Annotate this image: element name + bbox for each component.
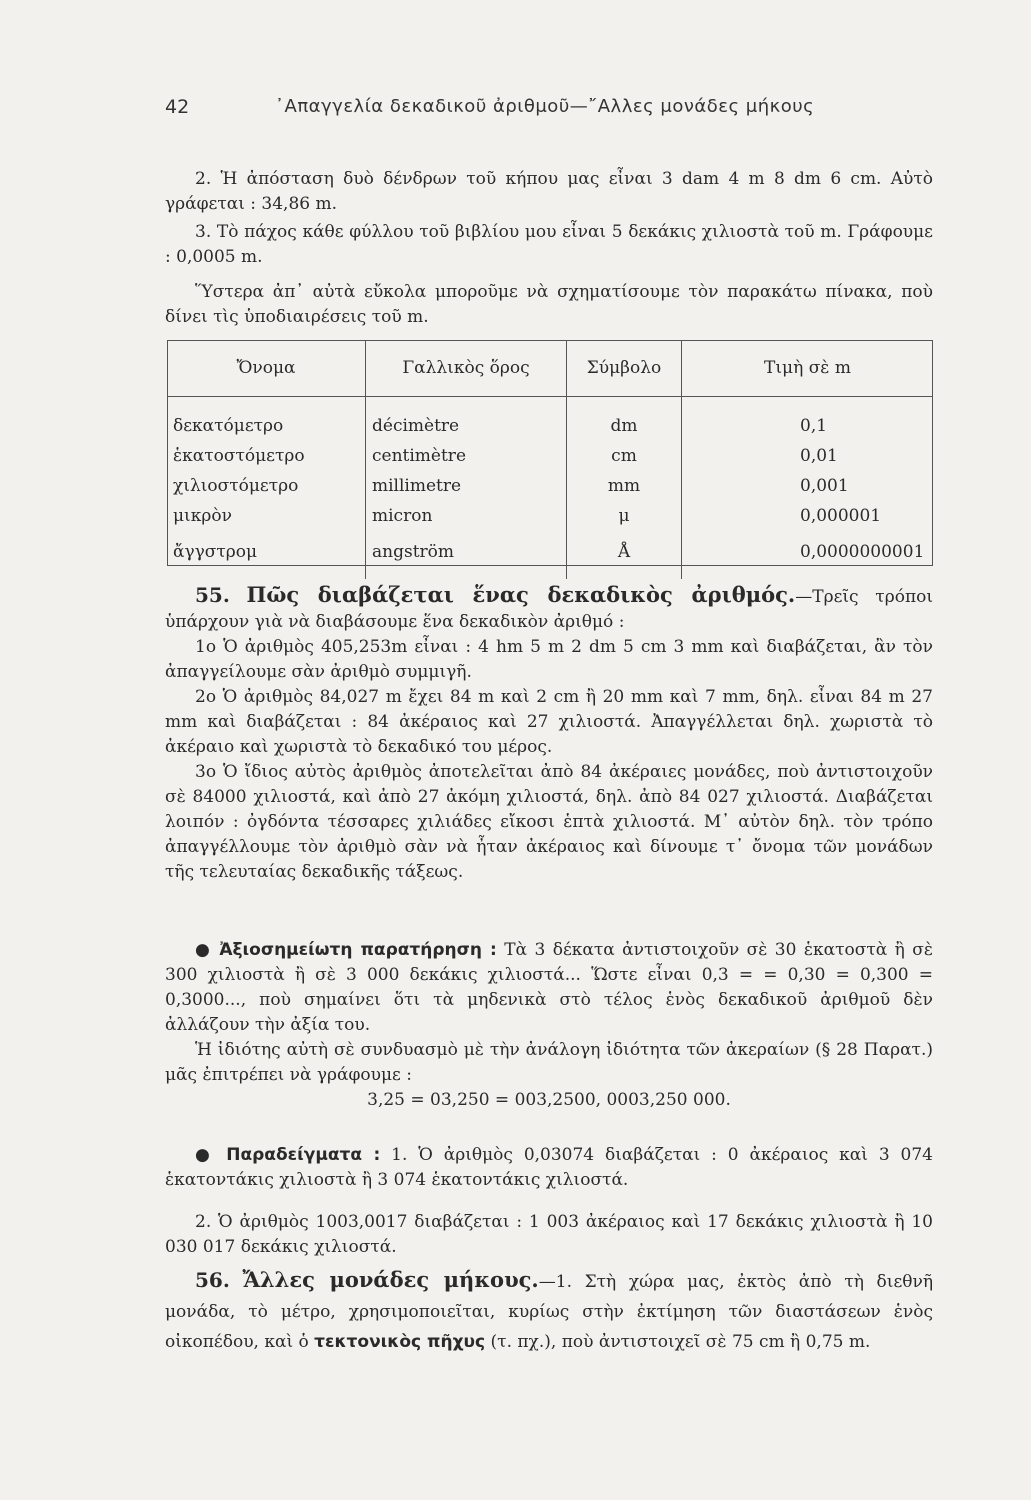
section-lead: —Τρεῖς τρόποι ὑπάρχουν γιὰ νὰ διαβάσουμε ἕνα δεκαδικὸν ἀριθμό : [165, 587, 934, 632]
cell-symbol: mm [567, 471, 682, 501]
cell-french: décimètre [366, 397, 567, 442]
table-row [167, 531, 933, 579]
table-row [167, 501, 933, 531]
table-row [167, 471, 933, 501]
examples-block [165, 1126, 933, 1277]
section-heading: Πῶς διαβάζεται ἕνας δεκαδικὸς ἀριθμός. [246, 582, 796, 607]
example-paragraph-2: 2. Ἡ ἀπόσταση δυὸ δένδρων τοῦ κήπου μας εἶναι 3 dam 4 m 8 dm 6 cm. Αὐτὸ γράφεται : 34,86 m. [165, 169, 933, 214]
method-2-paragraph: 2ο Ὁ ἀριθμὸς 84,027 m ἔχει 84 m καὶ 2 cm ἢ 20 mm καὶ 7 mm, δηλ. εἶναι 84 m 27 mm καὶ διαβάζεται : 84 ἀκέραιος καὶ 27 χιλιοστά. Ἀπαγγέλλεται δηλ. χωριστὰ τὸ ἀκέραιο καὶ χωριστὰ τὸ δεκαδικό του μέρος. [165, 687, 933, 757]
note-label: Ἀξιοσημείωτη παρατήρηση : [219, 940, 497, 960]
header-french-term: Γαλλικὸς ὅρος [366, 340, 567, 397]
cell-symbol: dm [567, 397, 682, 442]
section-56 [165, 1265, 933, 1357]
header-name: Ὄνομα [167, 340, 366, 397]
header-symbol: Σύμβολο [567, 340, 682, 397]
cell-french: centimètre [366, 441, 567, 471]
table-row [167, 441, 933, 471]
note-paragraph [165, 938, 933, 1038]
example-1-paragraph [165, 1143, 933, 1193]
note-text: Τὰ 3 δέκατα ἀντιστοιχοῦν σὲ 30 ἑκατοστὰ ἢ σὲ 300 χιλιοστὰ ἢ σὲ 3 000 δεκάκις χιλιοστά... Ὥστε εἶναι 0,3 = = 0,30 = 0,300 = 0,3000..., ποὺ σημαίνει ὅτι τὰ μηδενικὰ στὸ τέλος ἑνὸς δεκαδικοῦ ἀριθμοῦ δὲν ἀλλάζουν τὴν ἀξία του. [165, 940, 934, 1035]
header-value: Τιμὴ σὲ m [682, 340, 934, 397]
cell-name: μικρὸν [167, 501, 366, 531]
section-55-heading-paragraph [165, 582, 933, 635]
bullet-icon: ● [195, 940, 212, 960]
section-number: 56. [195, 1268, 230, 1292]
cell-name: ἄγγστρομ [167, 531, 366, 579]
section-56-paragraph [165, 1265, 933, 1357]
term-highlight: τεκτονικὸς πῆχυς [314, 1332, 486, 1352]
table-header-row [167, 340, 933, 397]
table-intro-paragraph: Ὕστερα ἀπ᾿ αὐτὰ εὔκολα μποροῦμε νὰ σχηματίσουμε τὸν παρακάτω πίνακα, ποὺ δίνει τὶς ὑποδιαιρέσεις τοῦ m. [165, 282, 933, 327]
example-paragraph-3: 3. Τὸ πάχος κάθε φύλλου τοῦ βιβλίου μου εἶναι 5 δεκάκις χιλιοστὰ τοῦ m. Γράφουμε : 0,0005 m. [165, 222, 933, 267]
cell-symbol: cm [567, 441, 682, 471]
method-1-paragraph: 1ο Ὁ ἀριθμὸς 405,253m εἶναι : 4 hm 5 m 2 dm 5 cm 3 mm καὶ διαβάζεται, ἂν τὸν ἀπαγγείλουμε σὰν ἀριθμὸ συμμιγῆ. [165, 637, 933, 682]
section-56-text-after: (τ. πχ.), ποὺ ἀντιστοιχεῖ σὲ 75 cm ἢ 0,75 m. [490, 1332, 871, 1352]
table-row [167, 397, 933, 442]
example-2-paragraph: 2. Ὁ ἀριθμὸς 1003,0017 διαβάζεται : 1 003 ἀκέραιος καὶ 17 δεκάκις χιλιοστὰ ἢ 10 030 017 δεκάκις χιλιοστά. [165, 1212, 933, 1257]
note-property-paragraph: Ἡ ἰδιότης αὐτὴ σὲ συνδυασμὸ μὲ τὴν ἀνάλογη ἰδιότητα τῶν ἀκεραίων (§ 28 Παρατ.) μᾶς ἐπιτρέπει νὰ γράφουμε : [165, 1040, 933, 1085]
cell-value: 0,1 [800, 416, 828, 436]
page-number: 42 [165, 96, 190, 118]
examples-label: Παραδείγματα : [226, 1145, 381, 1165]
cell-french: micron [366, 501, 567, 531]
cell-value: 0,001 [800, 476, 849, 496]
units-table [167, 340, 933, 579]
cell-name: χιλιοστόμετρο [167, 471, 366, 501]
cell-value: 0,000001 [800, 506, 882, 526]
method-3-paragraph: 3ο Ὁ ἴδιος αὐτὸς ἀριθμὸς ἀποτελεῖται ἀπὸ 84 ἀκέραιες μονάδες, ποὺ ἀντιστοιχοῦν σὲ 84000 χιλιοστά, καὶ ἀπὸ 27 ἀκόμη χιλιοστά, δηλ. ἀπὸ 84 027 χιλιοστά. Διαβάζεται λοιπόν : ὀγδόντα τέσσαρες χιλιάδες εἴκοσι ἑπτὰ χιλιοστά. Μ᾿ αὐτὸν δηλ. τὸν τρόπο ἀπαγγέλλουμε τὸν ἀριθμὸ σὰν νὰ ἦταν ἀκέραιος καὶ δίνουμε τ᾿ ὄνομα τῶν μονάδων τῆς τελευταίας δεκαδικῆς τάξεως. [165, 762, 933, 882]
cell-value: 0,01 [800, 446, 838, 466]
cell-french: millimetre [366, 471, 567, 501]
cell-name: δεκατόμετρο [167, 397, 366, 442]
cell-french: angström [366, 531, 567, 579]
cell-value: 0,0000000001 [800, 542, 925, 562]
section-56-text-before: —1. Στὴ χώρα μας, ἐκτὸς ἀπὸ τὴ διεθνῆ μονάδα, τὸ μέτρο, χρησιμοποιεῖται, κυρίως στὴν ἐκτίμηση τῶν διαστάσεων ἑνὸς οἰκοπέδου, καὶ ὁ [165, 1272, 934, 1352]
section-number: 55. [195, 583, 230, 607]
section-heading: Ἄλλες μονάδες μήκους. [242, 1267, 539, 1292]
bullet-icon: ● [195, 1145, 216, 1165]
note-formula: 3,25 = 03,250 = 003,2500, 0003,250 000. [367, 1090, 731, 1110]
running-title: ᾿Απαγγελία δεκαδικοῦ ἀριθμοῦ—῎Αλλες μονάδες μήκους [275, 96, 815, 117]
example-1-text: 1. Ὁ ἀριθμὸς 0,03074 διαβάζεται : 0 ἀκέραιος καὶ 3 074 ἑκατοντάκις χιλιοστὰ ἢ 3 074 ἑκατοντάκις χιλιοστά. [165, 1145, 933, 1190]
cell-name: ἑκατοστόμετρο [167, 441, 366, 471]
cell-symbol: Å [567, 531, 682, 579]
note-block [165, 938, 933, 1113]
section-55 [165, 582, 933, 885]
cell-symbol: μ [567, 501, 682, 531]
